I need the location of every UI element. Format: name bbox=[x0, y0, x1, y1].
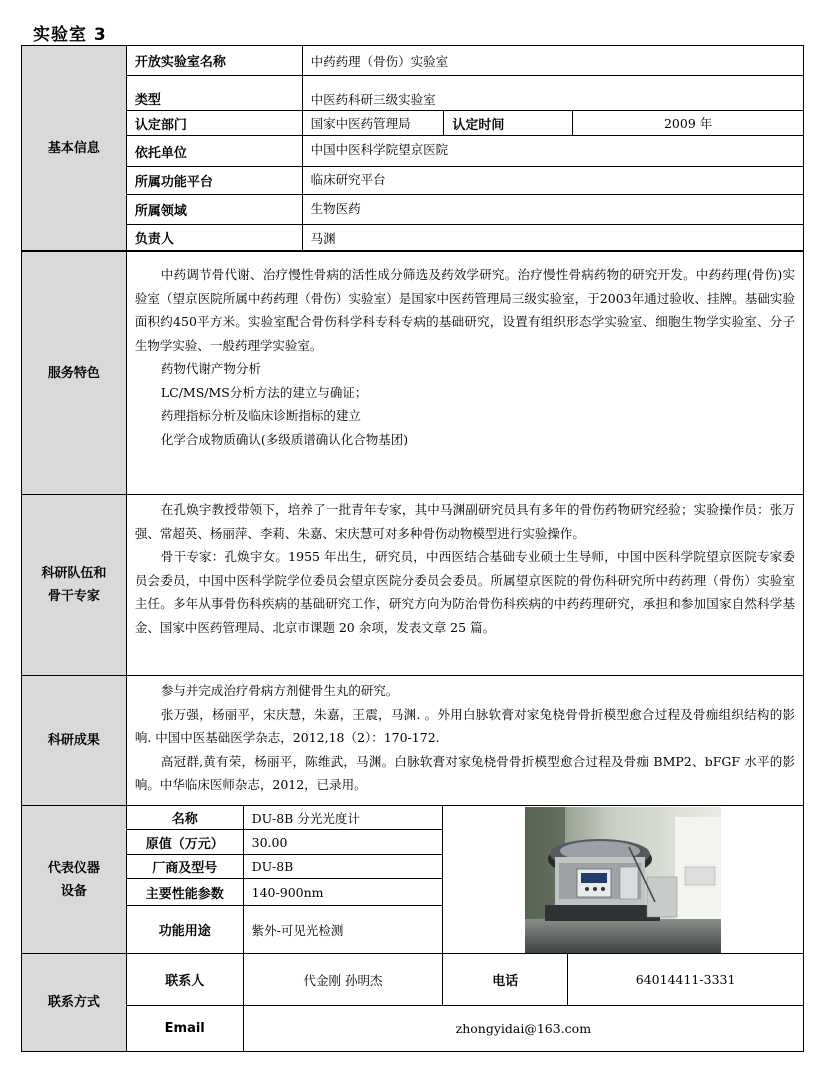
instrument-field-label: 主要性能参数 bbox=[126, 879, 243, 906]
service-label: 服务特色 bbox=[22, 252, 127, 495]
page-title: 实验室 3 bbox=[33, 25, 107, 45]
instrument-field-label: 功能用途 bbox=[126, 906, 243, 954]
team-label-line: 骨干专家 bbox=[47, 589, 100, 604]
service-item: LC/MS/MS分析方法的建立与确证； bbox=[160, 384, 368, 400]
instrument-field-label: 原值（万元） bbox=[126, 830, 243, 855]
contact-phone-value: 64014411-3331 bbox=[568, 954, 804, 1006]
instrument-label bbox=[22, 806, 127, 954]
instrument-field-value: DU-8B 分光光度计 bbox=[243, 806, 443, 830]
field-label: 认定时间 bbox=[444, 111, 573, 136]
basic-info-label: 基本信息 bbox=[22, 46, 127, 251]
team-label-line: 科研队伍和 bbox=[41, 566, 107, 581]
field-value: 2009 年 bbox=[573, 111, 804, 136]
contact-label: 联系方式 bbox=[22, 954, 127, 1052]
field-label: 负责人 bbox=[126, 225, 302, 251]
description-table bbox=[21, 251, 804, 806]
field-label: 认定部门 bbox=[126, 111, 302, 136]
instrument-label-line: 设备 bbox=[60, 883, 87, 899]
results-paragraph: 张万强，杨丽平，宋庆慧，朱嘉，王震，马渊. 。外用白脉软膏对家兔桡骨骨折模型愈合过程及骨痂组织结构的影响. 中国中医基础医学杂志，2012,18（2）：170-172. bbox=[134, 706, 795, 745]
results-paragraph: 高冠群,黄有荣，杨丽平，陈维武，马渊。白脉软膏对家兔桡骨骨折模型愈合过程及骨痂 BMP2、bFGF 水平的影响。中华临床医师杂志，2012，已录用。 bbox=[134, 753, 795, 792]
instrument-field-value: 30.00 bbox=[243, 830, 443, 855]
team-paragraph: 在孔焕宇教授带领下，培养了一批青年专家，其中马渊副研究员具有多年的骨伤药物研究经验；实验操作员：张万强、常超英、杨丽萍、李莉、朱嘉、宋庆慧可对多种骨伤动物模型进行实验操作。 bbox=[134, 502, 795, 541]
field-label: 所属领域 bbox=[126, 195, 302, 225]
instrument-field-label: 名称 bbox=[126, 806, 243, 830]
field-value: 中医药科研三级实验室 bbox=[302, 76, 803, 111]
instrument-field-value: 140-900nm bbox=[243, 879, 443, 906]
field-value: 中国中医科学院望京医院 bbox=[302, 136, 803, 167]
instrument-photo bbox=[443, 807, 803, 953]
field-label: 类型 bbox=[126, 76, 302, 111]
instrument-field-value: 紫外-可见光检测 bbox=[243, 906, 443, 954]
results-paragraph: 参与并完成治疗骨病方剂健骨生丸的研究。 bbox=[160, 683, 399, 698]
results-label: 科研成果 bbox=[22, 676, 127, 806]
contact-person-value: 代金刚 孙明杰 bbox=[243, 954, 443, 1006]
team-label bbox=[22, 495, 127, 676]
contact-email-label: Email bbox=[126, 1006, 243, 1052]
field-label: 依托单位 bbox=[126, 136, 302, 167]
instrument-field-label: 厂商及型号 bbox=[126, 855, 243, 879]
service-intro: 中药调节骨代谢、治疗慢性骨病的活性成分筛选及药效学研究。治疗慢性骨病药物的研究开发。中药药理(骨伤)实验室（望京医院所属中药药理（骨伤）实验室）是国家中医药管理局三级实验室，于2003年通过验收、挂牌。基础实验面积约450平方米。实验室配合骨伤科学科专科专病的基础研究，设置有组织形态学实验室、细胞生物学实验室、分子生物学实验、一般药理学实验室。 bbox=[134, 267, 795, 353]
field-value: 临床研究平台 bbox=[302, 167, 803, 195]
service-item: 药物代谢产物分析 bbox=[160, 361, 261, 376]
basic-info-table bbox=[21, 45, 804, 251]
field-label: 所属功能平台 bbox=[126, 167, 302, 195]
team-paragraph: 骨干专家：孔焕宇女。1955 年出生，研究员，中西医结合基础专业硕士生导师，中国中医科学院望京医院专家委员会委员，中国中医科学院学位委员会望京医院分委员会委员。所属望京医院的骨伤科研究所中药药理（骨伤）实验室主任。多年从事骨伤科疾病的基础研究工作，研究方向为防治骨伤科疾病的中药药理研究，承担和参加国家自然科学基金、国家中医药管理局、北京市课题 20 余项，发表文章 25 篇。 bbox=[134, 549, 795, 635]
field-value: 马渊 bbox=[302, 225, 803, 251]
field-value: 国家中医药管理局 bbox=[302, 111, 444, 136]
contact-email-value: zhongyidai@163.com bbox=[243, 1006, 803, 1052]
field-value: 生物医药 bbox=[302, 195, 803, 225]
instrument-table bbox=[21, 805, 804, 1052]
field-value: 中药药理（骨伤）实验室 bbox=[302, 46, 803, 76]
spectrophotometer-photo bbox=[525, 807, 721, 953]
field-label: 开放实验室名称 bbox=[126, 46, 302, 76]
service-item: 药理指标分析及临床诊断指标的建立 bbox=[160, 408, 361, 423]
instrument-label-line: 代表仪器 bbox=[47, 860, 100, 876]
contact-phone-label: 电话 bbox=[443, 954, 568, 1006]
contact-person-label: 联系人 bbox=[126, 954, 243, 1006]
service-item: 化学合成物质确认(多级质谱确认化合物基团) bbox=[160, 431, 409, 447]
instrument-field-value: DU-8B bbox=[243, 855, 443, 879]
